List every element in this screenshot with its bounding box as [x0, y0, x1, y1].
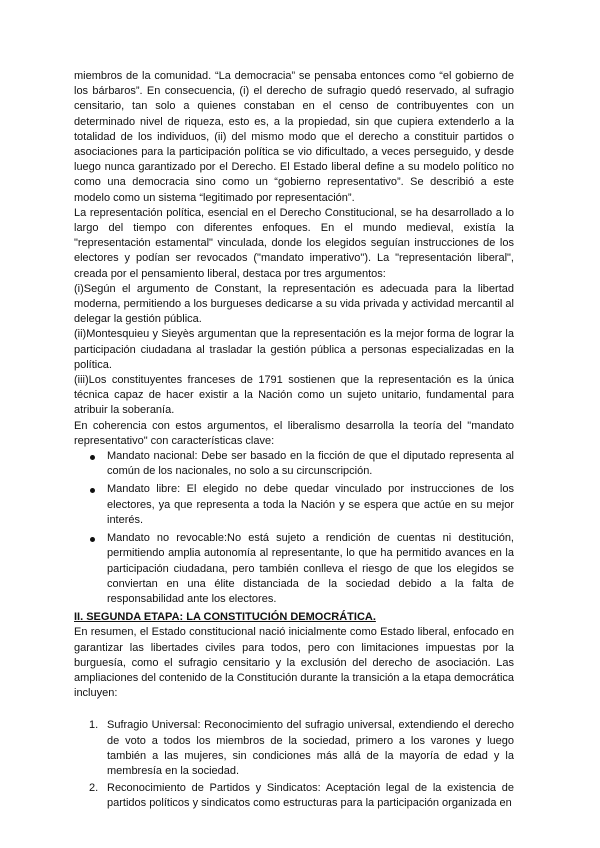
- spacer: [74, 701, 514, 718]
- mandate-no-revocable-text: Mandato no revocable:No está sujeto a rendición de cuentas ni destitución, permitiendo amplia autonomía al representante, lo que ha permitido avances en la participación ciudadana, pero también conlleva el riesgo de que los elegidos se conviertan en una élite distanciada de la sociedad debido a la falta de responsabilidad ante los electores.: [107, 532, 514, 605]
- numbered-list: [74, 718, 514, 811]
- mandate-features-list: [74, 449, 514, 607]
- argument-constituyentes-1791: (iii)Los constituyentes franceses de 1791 sostienen que la representación es la única técnica capaz de hacer existir a la Nación como un sujeto unitario, fundamental para atribuir la soberanía.: [74, 374, 514, 417]
- list-item: [74, 531, 514, 607]
- representation-paragraph: La representación política, esencial en el Derecho Constitucional, se ha desarrollado a lo largo del tiempo con diferentes enfoques. En el mundo medieval, existía la "representación estamental" vinculada, donde los elegidos seguían instrucciones de los electores y podían ser revocados ("mandato imperativo"). La "representación liberal", creada por el pensamiento liberal, destaca por tres argumentos:: [74, 206, 514, 280]
- list-number: 1.: [89, 719, 99, 732]
- list-number: 2.: [89, 782, 99, 795]
- bullet-icon: [90, 488, 95, 493]
- summary-paragraph: En resumen, el Estado constitucional nació inicialmente como Estado liberal, enfocado en garantizar las libertades civiles para todos, pero con limitaciones impuestas por la burguesía, como el sufragio censitario y la exclusión del derecho de asociación. Las ampliaciones del contenido de la Constitución durante la transición a la etapa democrática incluyen:: [74, 626, 514, 700]
- intro-paragraph: miembros de la comunidad. “La democracia” se pensaba entonces como “el gobierno de los bárbaros”. En consecuencia, (i) el derecho de sufragio quedó reservado, al sufragio censitario, tan solo a quienes constaban en el censo de contribuyentes con un determinado nivel de riqueza, esto es, a la propiedad, sin que cupiera extenderlo a la totalidad de los individuos, (ii) del mismo modo que el derecho a constituir partidos o asociaciones para la participación política se vio dificultado, a veces perseguido, y desde luego nunca garantizado por el Derecho. El Estado liberal define a su modelo político no como una democracia sino como un “gobierno representativo”. Se describió a este modelo como un sistema “legitimado por representación”.: [74, 70, 514, 204]
- sufragio-universal-text: Sufragio Universal: Reconocimiento del sufragio universal, extendiendo el derecho de voto a todos los miembros de la sociedad, primero a los varones y luego también a las mujeres, sin condiciones más allá de la mayoría de edad y la membresía en la sociedad.: [107, 719, 514, 777]
- list-item: [74, 781, 514, 811]
- argument-montesquieu-sieyes: (ii)Montesquieu y Sieyès argumentan que la representación es la mejor forma de lograr la participación ciudadana al trasladar la gestión pública a personas especializadas en la política.: [74, 328, 514, 371]
- mandate-intro-paragraph: En coherencia con estos argumentos, el liberalismo desarrolla la teoría del "mandato representativo" con características clave:: [74, 419, 514, 447]
- mandate-nacional-text: Mandato nacional: Debe ser basado en la ficción de que el diputado representa al común de los nacionales, no solo a su circunscripción.: [107, 450, 514, 478]
- bullet-icon: [90, 455, 95, 460]
- list-item: [74, 482, 514, 528]
- bullet-icon: [90, 537, 95, 542]
- section-heading: II. SEGUNDA ETAPA: LA CONSTITUCIÓN DEMOCRÁTICA.: [74, 611, 376, 624]
- list-item: [74, 718, 514, 779]
- partidos-sindicatos-text: Reconocimiento de Partidos y Sindicatos: Aceptación legal de la existencia de partidos políticos y sindicatos como estructuras para la participación organizada en: [107, 782, 514, 810]
- list-item: [74, 449, 514, 479]
- mandate-libre-text: Mandato libre: El elegido no debe quedar vinculado por instrucciones de los electores, ya que representa a toda la Nación y se espera que actúe en su mejor interés.: [107, 483, 514, 526]
- argument-constant: (i)Según el argumento de Constant, la representación es adecuada para la libertad moderna, permitiendo a los burgueses dedicarse a su vida privada y actividad mercantil al delegar la gestión pública.: [74, 282, 514, 326]
